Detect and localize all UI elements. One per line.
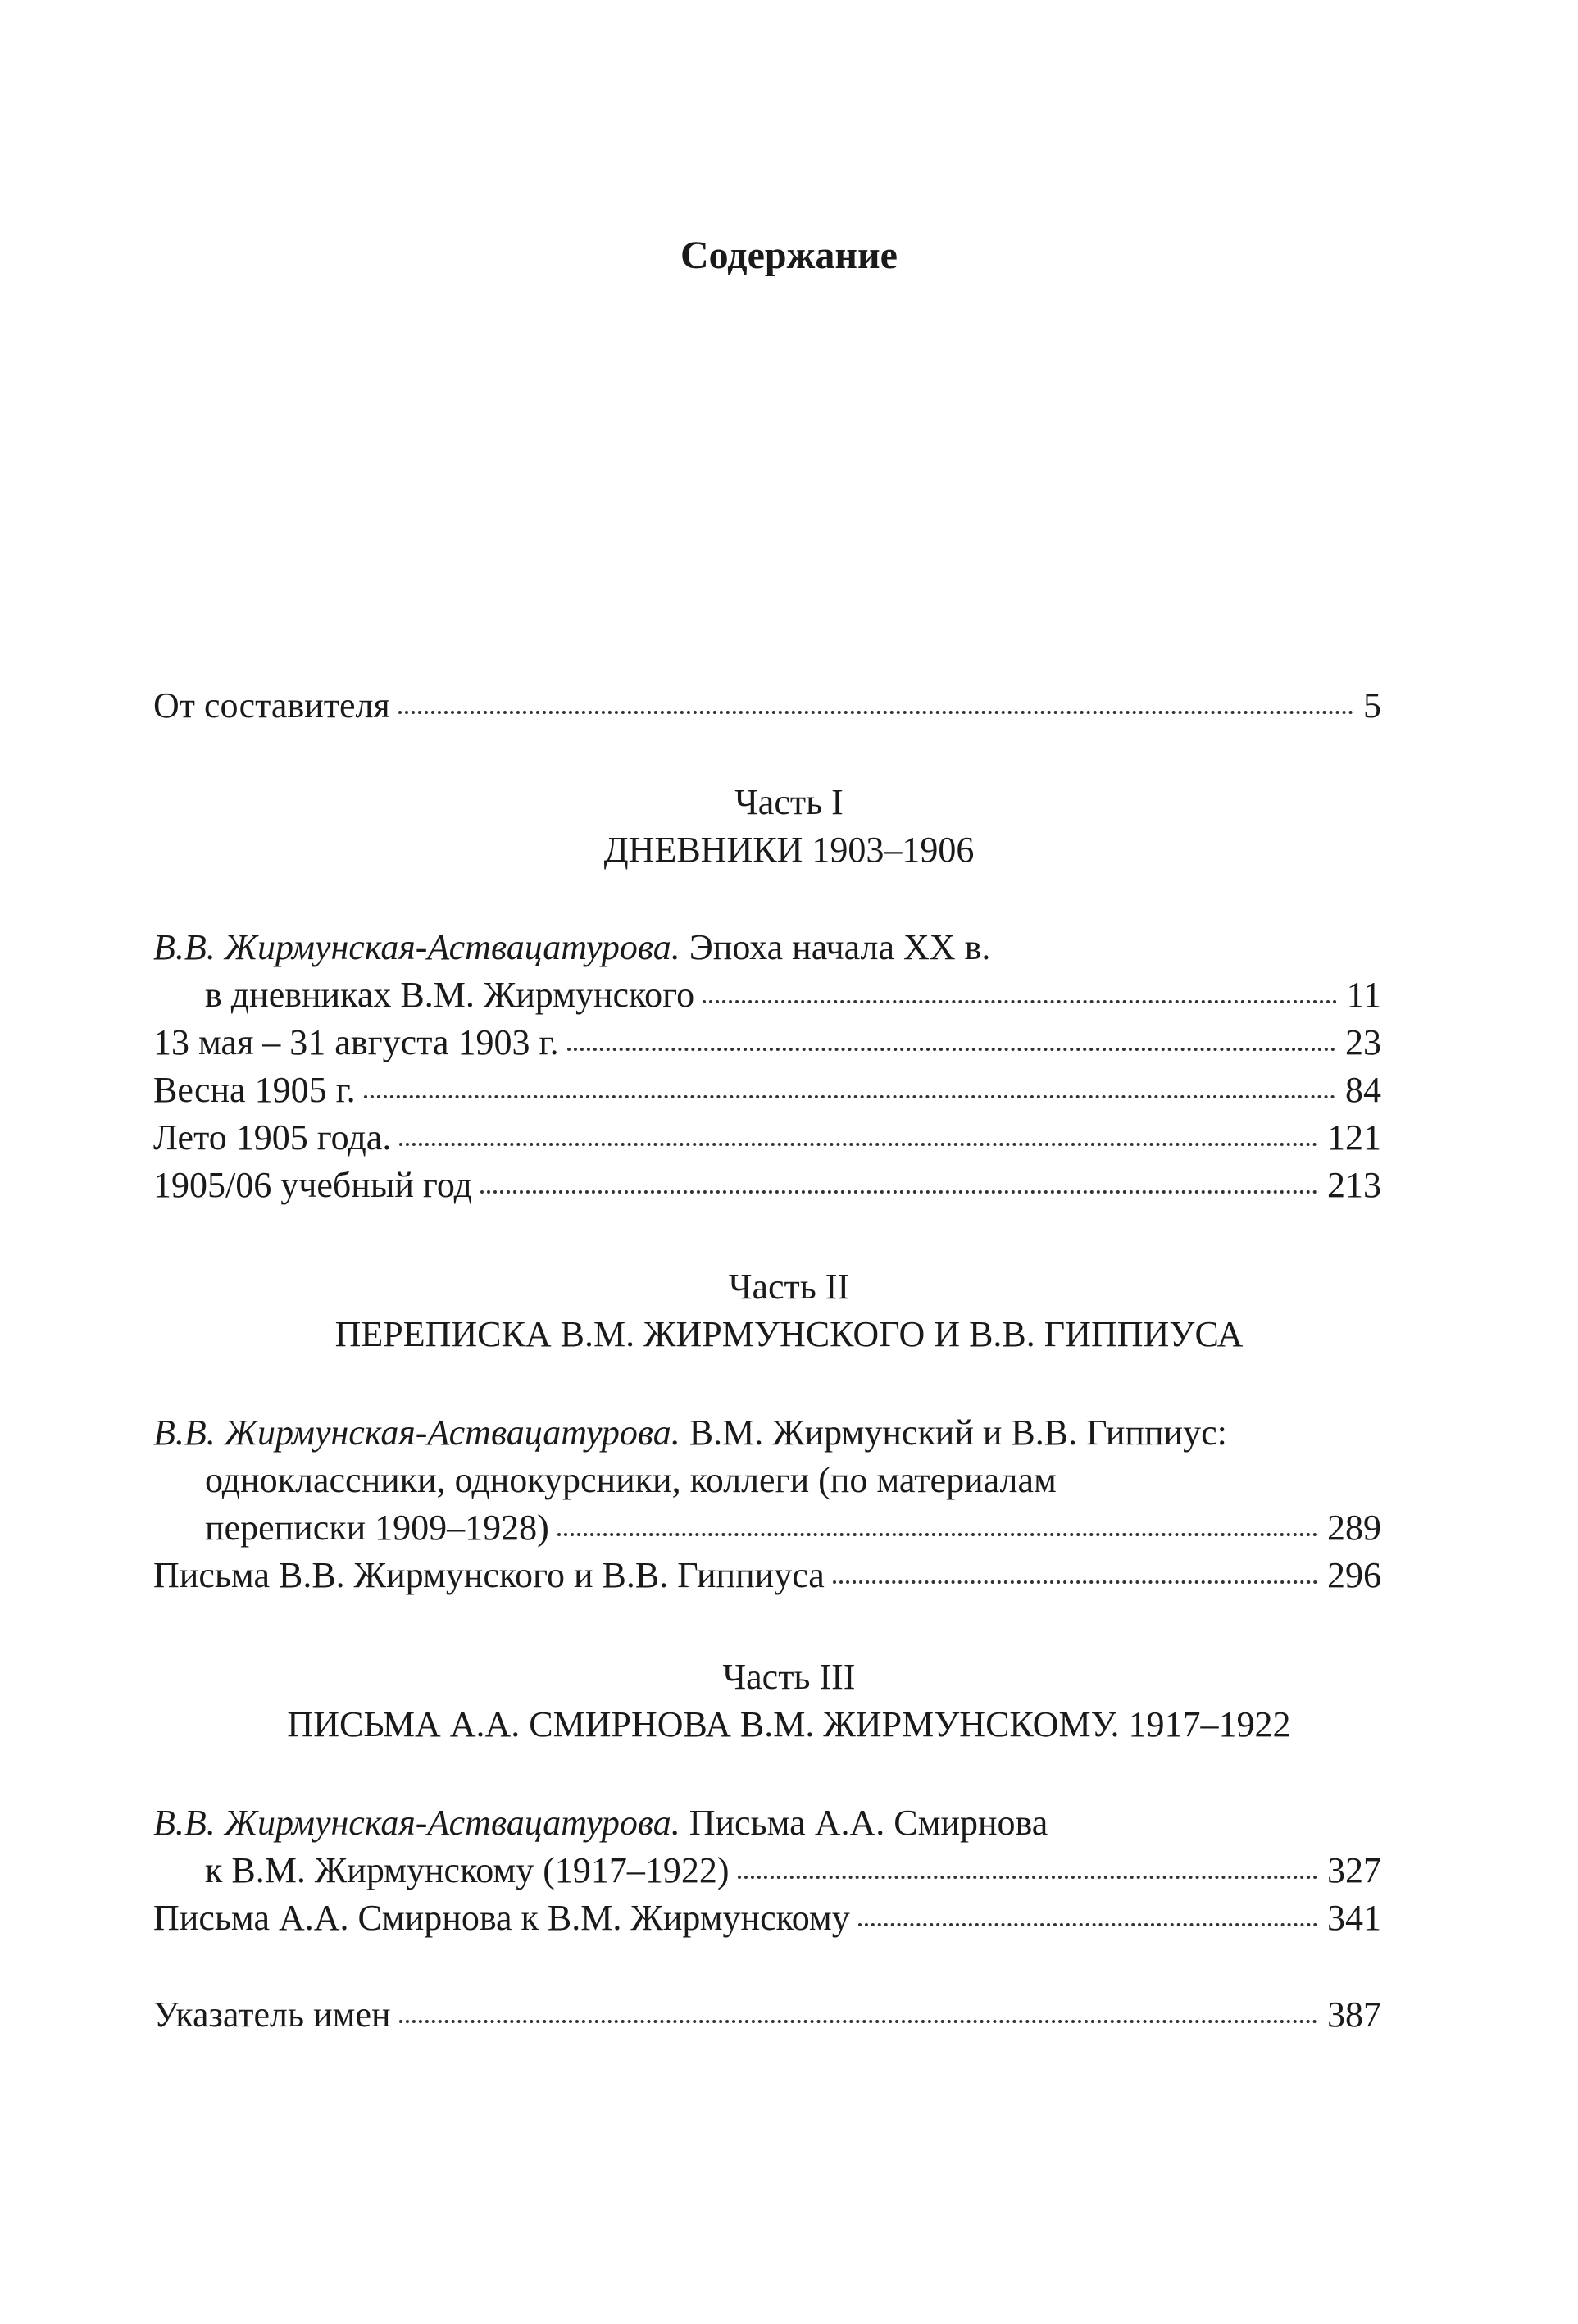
toc-entry-text: переписки 1909–1928): [205, 1508, 549, 1548]
dot-leader: [703, 1000, 1336, 1003]
essay-title: Эпоха начала XX в.: [689, 927, 991, 967]
dot-leader: [557, 1533, 1317, 1536]
toc-entry-text: в дневниках В.М. Жирмунского: [205, 975, 695, 1015]
dot-leader: [364, 1095, 1335, 1098]
page-number: 289: [1327, 1508, 1381, 1548]
page-number: 84: [1345, 1070, 1381, 1110]
page-number: 121: [1327, 1117, 1381, 1157]
toc-entry-text: Письма А.А. Смирнова к В.М. Жирмунскому: [153, 1898, 850, 1938]
page-number: 387: [1327, 1994, 1381, 2035]
toc-entry-text: Лето 1905 года.: [153, 1117, 392, 1157]
page-number: 296: [1327, 1555, 1381, 1595]
essay-author: В.В. Жирмунская-Аствацатурова.: [153, 1803, 680, 1843]
toc-entry-text: От составителя: [153, 685, 390, 725]
essay-title: Письма А.А. Смирнова: [689, 1803, 1048, 1843]
toc-entry-text: Письма В.В. Жирмунского и В.В. Гиппиуса: [153, 1555, 825, 1595]
essay-title: В.М. Жирмунский и В.В. Гиппиус:: [689, 1412, 1227, 1453]
page-number: 341: [1327, 1898, 1381, 1938]
dot-leader: [738, 1876, 1317, 1879]
toc-entry: [153, 1894, 1381, 1942]
dot-leader: [480, 1190, 1317, 1194]
page-number: 213: [1327, 1165, 1381, 1205]
part-heading: ДНЕВНИКИ 1903–1906: [603, 830, 975, 870]
dot-leader: [833, 1580, 1317, 1584]
essay-author: В.В. Жирмунская-Аствацатурова.: [153, 927, 680, 967]
dot-leader: [399, 1143, 1317, 1146]
toc-entry: [205, 1504, 1381, 1552]
essay-line: [153, 1799, 1048, 1847]
dot-leader: [567, 1048, 1335, 1051]
dot-leader: [399, 2020, 1317, 2023]
part-heading: ПИСЬМА А.А. СМИРНОВА В.М. ЖИРМУНСКОМУ. 1917–1922: [287, 1704, 1291, 1744]
part-label: Часть I: [734, 782, 844, 822]
toc-entry: [153, 1114, 1381, 1162]
essay-line: [153, 924, 990, 971]
part-heading: ПЕРЕПИСКА В.М. ЖИРМУНСКОГО И В.В. ГИППИУСА: [334, 1314, 1244, 1354]
part-label: Часть III: [722, 1657, 856, 1697]
page-number: 5: [1363, 685, 1381, 725]
toc-entry: [153, 1162, 1381, 1209]
toc-entry: [153, 1552, 1381, 1599]
toc-entry-text: 1905/06 учебный год: [153, 1165, 472, 1205]
toc-entry-text: Указатель имен: [153, 1994, 391, 2035]
toc-entry-text: 13 мая – 31 августа 1903 г.: [153, 1022, 559, 1062]
page-number: 23: [1345, 1022, 1381, 1062]
toc-entry: [205, 1847, 1381, 1894]
toc-entry-intro: [153, 682, 1381, 730]
dot-leader: [398, 711, 1353, 714]
essay-line: [205, 1457, 1057, 1504]
toc-entry-text: Весна 1905 г.: [153, 1070, 356, 1110]
essay-title: одноклассники, однокурсники, коллеги (по материалам: [205, 1460, 1057, 1500]
page-number: 11: [1346, 975, 1381, 1015]
toc-entry: [205, 971, 1381, 1019]
part-label: Часть II: [728, 1267, 850, 1307]
page-number: 327: [1327, 1850, 1381, 1890]
dot-leader: [858, 1923, 1317, 1926]
toc-entry-text: к В.М. Жирмунскому (1917–1922): [205, 1850, 730, 1890]
toc-entry-index: [153, 1991, 1381, 2039]
toc-entry: [153, 1066, 1381, 1114]
essay-line: [153, 1409, 1227, 1457]
essay-author: В.В. Жирмунская-Аствацатурова.: [153, 1412, 680, 1453]
toc-entry: [153, 1019, 1381, 1066]
page-title: Содержание: [680, 234, 898, 277]
